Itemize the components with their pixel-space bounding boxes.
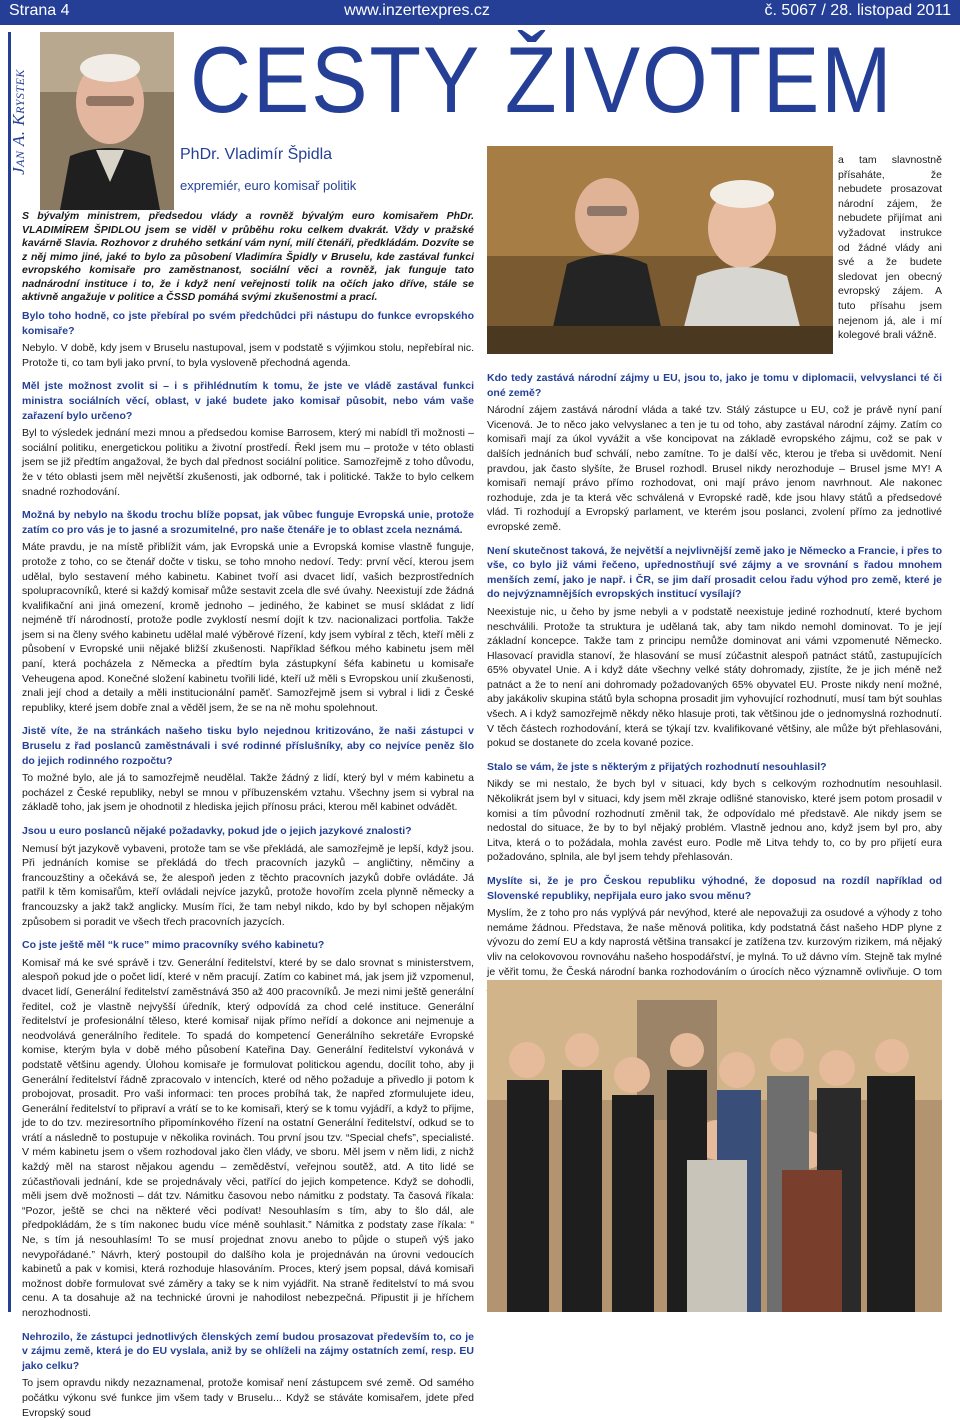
answer: Máte pravdu, je na místě přiblížit vám, jak Evropská unie a Evropská komise vlastně funguje, protože z toho, co se čtenář dočte v tisku, se toho mnoho nedoví. Tedy: první věcí, kterou jsem udělal, bylo sestavení mého kabinetu. Kabinet tvoří asi dvacet lidí, vašich bezprostředních spolupracovníků, které si každý komisař může sestavit zcela dle své úvahy. Neexistují zde žádná kvalifikační ani jiná omezení, kromě jednoho – jediného, že kabinet se musí skládat z lidí nejméně tří národností, protože podle zvyklostí nesmí dojít k tzv. nacionalizaci portfolia. Takže jsem si na členy svého kabinetu udělal malé výběrové řízení, kdy jsem vybíral z těch, kteří měli z působení v Evropské unii nějaké bližší zkušenosti. Například šéfkou mého kabinetu jsem měl paní, která pocházela z Německa a předtím byla zástupkyní šéfa kabinetu u komisaře Veheugena apod. Konečné složení kabinetu tvořili lidé, kteří už měli s Evropskou unií zkušenosti, znali její chod a detaily a měli institucionální paměť. Samozřejmě jsem si vybral i lidi z České republiky, které jsem dobře znal a věděl jsem, že se na ně mohu spolehnout. [22, 541, 474, 714]
question: Jistě víte, že na stránkách našeho tisku bylo nejednou kritizováno, že naši zástupci v Bruselu z řad poslanců zaměstnávali i své rodinné příslušníky, aby co nejvíce peněz šlo do jejich rodinného rozpočtu? [22, 725, 474, 767]
answer: To jsem opravdu nikdy nezaznamenal, protože komisař není zástupcem své země. Od samého počátku výkonu své funkce jim všem tady v Bruselu... Když se stáváte komisařem, jdete před Evropský soud [22, 1377, 474, 1419]
answer: Nebylo. V době, kdy jsem v Bruselu nastupoval, jsem v podstatě s výjimkou stolu, nepřebíral nic. Protože ti, co tam byli jako první, to byla vysloveně přechodná agenda. [22, 342, 474, 369]
author-byline [0, 32, 38, 212]
group-photo [487, 980, 942, 1312]
question: Stalo se vám, že jste s některým z přijatých rozhodnutí nesouhlasil? [487, 760, 827, 773]
answer: To možné bylo, ale já to samozřejmě neudělal. Takže žádný z lidí, který byl v mém kabinetu a pocházel z České republiky, nebyl se mnou v příbuzenském vztahu. Všechny jsem si vybral na základě toho, jak jsem je ohodnotil z hlediska jejich přínosu práci, kterou měl kabinet odvádět. [22, 772, 474, 814]
question: Měl jste možnost zvolit si – i s přihlédnutím k tomu, že jste ve vládě zastával funkci ministra sociálních věcí, oblast, v jaké budete jako komisař působit, nebo vám vaše zařazení bylo určeno? [22, 380, 474, 422]
question: Jsou u euro poslanců nějaké požadavky, pokud jde o jejich jazykové znalosti? [22, 825, 412, 837]
page-number: Strana 4 [9, 2, 70, 19]
answer: Komisař má ke své správě i tzv. Generální ředitelství, které by se dalo srovnat s ministerstvem, alespoň pokud jde o počet lidí, které v něm pracují. Zatím co kabinet má, jak jsem již vzpomenul, dvacet lidí, Generální ředitelství zaměstnává 350 až 400 pracovníků. Je mezi nimi ještě generální ředitel, což je vlastně nejvyšší úředník, který odpovídá za chod celé instituce. Generální ředitelství je profesionální těleso, které komisař nijak přímo neřídí a dokonce ani nejmenuje a neodvolává generálního ředitele. To spadá do kompetencí Generálního sekretáře Evropské komise, kterým byla v době mého působení Kateřina Day. Generální ředitelství vykonává v podstatě většinu agendy. Úlohou komisaře je formulovat politickou agendu, docílit toho, aby ji Generální ředitelství řádně zpracovalo v intencích, které od něho požaduje a přivedlo ji potom k probojovat, prosadit. Pro vaši informaci: ten proces probíhá tak, že napřed zformulujete ideu, Generální ředitelství to připraví a vrátí se to ke komisaři, který se k tomu vyjádří, a když to přijme, jde to do tzv. meziresortního připomínkového řízení na ostatní Generální ředitelství, odkud se to vrátí a následně to postupuje v několika rovinách. Tou první jsou tzv. “Special chefs”, specialisté. V mém kabinetu jsem o všem rozhodoval jako člen vlády, ve sboru. Měl jsem v něm lidi, z nichž každý měl na starost nějakou agendu – zeměděství, veřejnou soutěž, atd. A tito lidé se zúčastňovali jednání, kde se projednávaly věci, patřící do jejich kompetence. Když se dohodli, měli jsem dvě možnosti – dát tzv. Námitku časovou nebo námitku z podstaty. Ta časová říkala: “Pozor, ještě se chci na některé věci podívat! Nesouhlasím s tím, aby to šlo dál, ale předpokládám, že s tím nakonec budu více méně souhlasit.” Námitka z podstaty zase říkala: “ Ne, s tím já nesouhlasím! To se musí projednat znovu anebo to půjde o stupeň výš jako nevypořádané.” Návrh, který postoupil do dalšího kola je projednáván na úrovni vedoucích kabinetů a pak v komisi, která rozhoduje hlasováním. Proces, který jsem popsal, dává komisaři možnost dobře formulovat své záměry a taky se k nim vyjádřit. Na straně ředitelství to má svou cenu. A ta dosahuje až na technické úrovni je nahodilost nebezpečná. Připustit ji je hříchem nerozhodnosti. [22, 956, 474, 1319]
website-link[interactable]: www.inzertexpres.cz [344, 2, 490, 19]
subject-name: PhDr. Vladimír Špidla [180, 146, 333, 163]
answer: Neexistuje nic, u čeho by jsme nebyli a v podstatě neexistuje jediné rozhodnutí, které bychom neschválili. Protože ta struktura je udělaná tak, aby tam nikdo nemohl dominovat. To je její základní koncepce. Takže tam z principu nemůže dominovat ani vámi vzpomenuté Německo. Hlasovací pravidla stanoví, že hlasování se musí zúčastnit alespoň patnáct států, zastupujících 65% obyvatel Unie. A i když dáte všechny velké státy dohromady, zjistíte, že je jich méně než patnáct a že to není ani dohromady požadovaných 65% obyvatel EU. Proste nikdy není možné, aby jakákoliv skupina států byla schopna prosadit jim vyhovující rozhodnutí, musí tam být souhlas všech. A i když samozřejmě někdy něko hlasuje proti, tak většinou jde o jednomyslná rozhodnutí. V těch částech rozhodování, která se týkají tzv. kvalifikované většiny, ale může být přehlasováni, pokud se dostanete do zcela kované pozice. [487, 605, 942, 750]
interview-photo [487, 146, 833, 354]
answer: Nikdy se mi nestalo, že bych byl v situaci, kdy bych s celkovým rozhodnutím nesouhlasil. Několikrát jsem byl v situaci, kdy jsem měl zkraje odlišné stanovisko, které jsem potom prosadil v komisi a tím původní rozhodnutí změnil tak, že odpovídalo mé představě. Ale nikdy jsem se nedostal do situace, že by to byl nějaký problém. Vlastně jednou ano, když jsem byl pro, aby Litva, která o to požádala, mohla zavést euro. Podle mě Litva tehdy to, co by pro přijetí eura požadováno, splnila, ale byl jsem tehdy přehlasován. [487, 778, 942, 864]
portrait-photo [40, 32, 174, 210]
lead-paragraph: S bývalým ministrem, předsedou vlády a rovněž bývalým euro komisařem PhDr. VLADIMÍREM ŠPIDLOU jsem se viděl v průběhu roku celkem dvakrát. Vždy v pražské kavárně Slavia. Rozhovor z druhého setkání vám nyní, milí čtenáři, předkládám. Dozvíte se z něj mimo jiné, jaké to bylo za působení Vladimíra Špidly v Bruselu, kde zastával funkci evropského komisaře pro zaměstnanost, sociální věci a rovněž, jak funguje tato nadnárodní instituce i to, že i když není veřejnosti tolik na očích jako dříve, stále se aktivně angažuje v politice a ČSSD pomáhá svými zkušenostmi a prací. [22, 210, 474, 303]
article-left-column [22, 300, 474, 1419]
page-header-bar [0, 0, 960, 22]
answer: Byl to výsledek jednání mezi mnou a předsedou komise Barrosem, který mi nabídl tři možnosti – sociální politiku, energetickou politiku a životní prostředí. Řekl jsem mu – protože v této oblasti jsem se již předtím angažoval, že bych dal přednost sociální politice. Samozřejmě z toho důvodu, že v této oblasti jsem měl největší zkušenosti, jak odborné, tak i politické. Takže to bylo celkem snadné rozhodování. [22, 427, 474, 498]
author-name: Jan A. Krystek [9, 69, 28, 175]
answer: Národní zájem zastává národní vláda a také tzv. Stálý zástupce u EU, což je právě nyní paní Vicenová. Je to něco jako velvyslanec a ten je tu od toho, aby zastával národní zájmy. Zatím co komisaři mají za úkol vyvážit a vše koncipovat na základě evropského zájmu, což se pak v dalších jednáních buď schválí, nebo zamítne. To je další věc, kterou je třeba si uvědomit. Není pravdou, jak často slyšíte, že Brusel rozhodl. Brusel nikdy nerozhoduje – Brusel jsme MY! A komisaři nemají právo přímo rozhodovat, oni mají právo jenom navrhnout. Ale nakonec rozhoduje, zda je ta která věc schválená v Evropské radě, kde jsou hlavy států a předsedové vlád. Ti rozhodují a Evropský parlament, ve kterém jsou poslanci, zvolení přímo za jednotlivé evropské země. [487, 404, 942, 533]
question: Co jste ještě měl “k ruce” mimo pracovníky svého kabinetu? [22, 939, 325, 952]
question: Nehrozilo, že zástupci jednotlivých členských zemí budou prosazovat především to, co je v zájmu země, která je do EU vyslala, aniž by se ohlíželi na zájmy ostatních zemí, resp. EU jako celku? [22, 1330, 474, 1372]
question: Kdo tedy zastává národní zájmy u EU, jsou to, jako je tomu v diplomacii, velvyslanci té či oné země? [487, 372, 942, 399]
question: Bylo toho hodně, co jste přebíral po svém předchůdci při nástupu do funkce evropského komisaře? [22, 310, 474, 337]
masthead-title: CESTY ŽIVOTEM [190, 27, 894, 132]
question: Není skutečnost taková, že největší a nejvlivnější země jako je Německo a Francie, i přes to vše, co bylo již vámi řečeno, upřednostňují své zájmy a ve srovnání s řadou mnohem menších zemí, jako je např. i ČR, se jim daří prosadit celou řadu výhod pro země, které je do nejvýznamnějších evropských institucí vysílají? [487, 544, 942, 601]
sidebar-text: a tam slavnostně přísaháte, že nebudete prosazovat národní zájem, že nebudete přijímat ani vyžadovat instrukce od žádné vlády ani své a že budete sledovat jen obecný evropský zájem. A tuto přísahu jsem nejenom já, ale i mí kolegové brali vážně. [838, 154, 942, 342]
question: Myslíte si, že je pro Českou republiku výhodné, že doposud na rozdíl například od Slovenské republiky, nepřijala euro jako svou měnu? [487, 875, 942, 902]
answer: Myslím, že z toho pro nás vyplývá pár nevýhod, které ale nepovažuji za osudové a výhody z toho nemáme žádnou. Představa, že naše měnová politika, kdy podstatná část našeho HDP plyne z vývozu do zemí EU a kdy naprostá většina transakcí je zatížena tzv. kurzovým rizikem, má nějaký vliv na celokovovou rovnováhu našeho hospodářství, je mylná. To už dávno vím. Stejně tak mylné je věřit tomu, že Česká národní banka rozhodováním o úrocích něco významně ovlivňuje. O tom [487, 907, 942, 978]
issue-date: č. 5067 / 28. listopad 2011 [764, 2, 951, 19]
answer: Nemusí být jazykově vybaveni, protože tam se vše překládá, ale samozřejmě je lepší, když jsou. Při jednáních komise se překládá do třech pracovních jazyků – angličtiny, němčiny a francouzštiny a očekává se, že alespoň jeden z těchto pracovních jazyků dobře ovládáte. Já patřil k těm komisařům, kteří ovládali nejvíce jazyků, protože hovořím zcela plynně německy a francouzsky a jakž takž anglicky. Musím říci, že tam nebyl nikdo, kdo by byl schopen nějakým způsobem si poradit ve všech třech pracovních jazycích. [22, 842, 474, 928]
question: Možná by nebylo na škodu trochu blíže popsat, jak vůbec funguje Evropská unie, protože zatím co pro vás je to jasné a srozumitelné, pro naše čtenáře je to oblast zcela neznámá. [22, 509, 474, 536]
header-rule [0, 22, 960, 25]
article-right-column [487, 362, 942, 978]
subject-role: expremiér, euro komisař politik [180, 178, 357, 193]
left-margin-rule [8, 32, 11, 1312]
